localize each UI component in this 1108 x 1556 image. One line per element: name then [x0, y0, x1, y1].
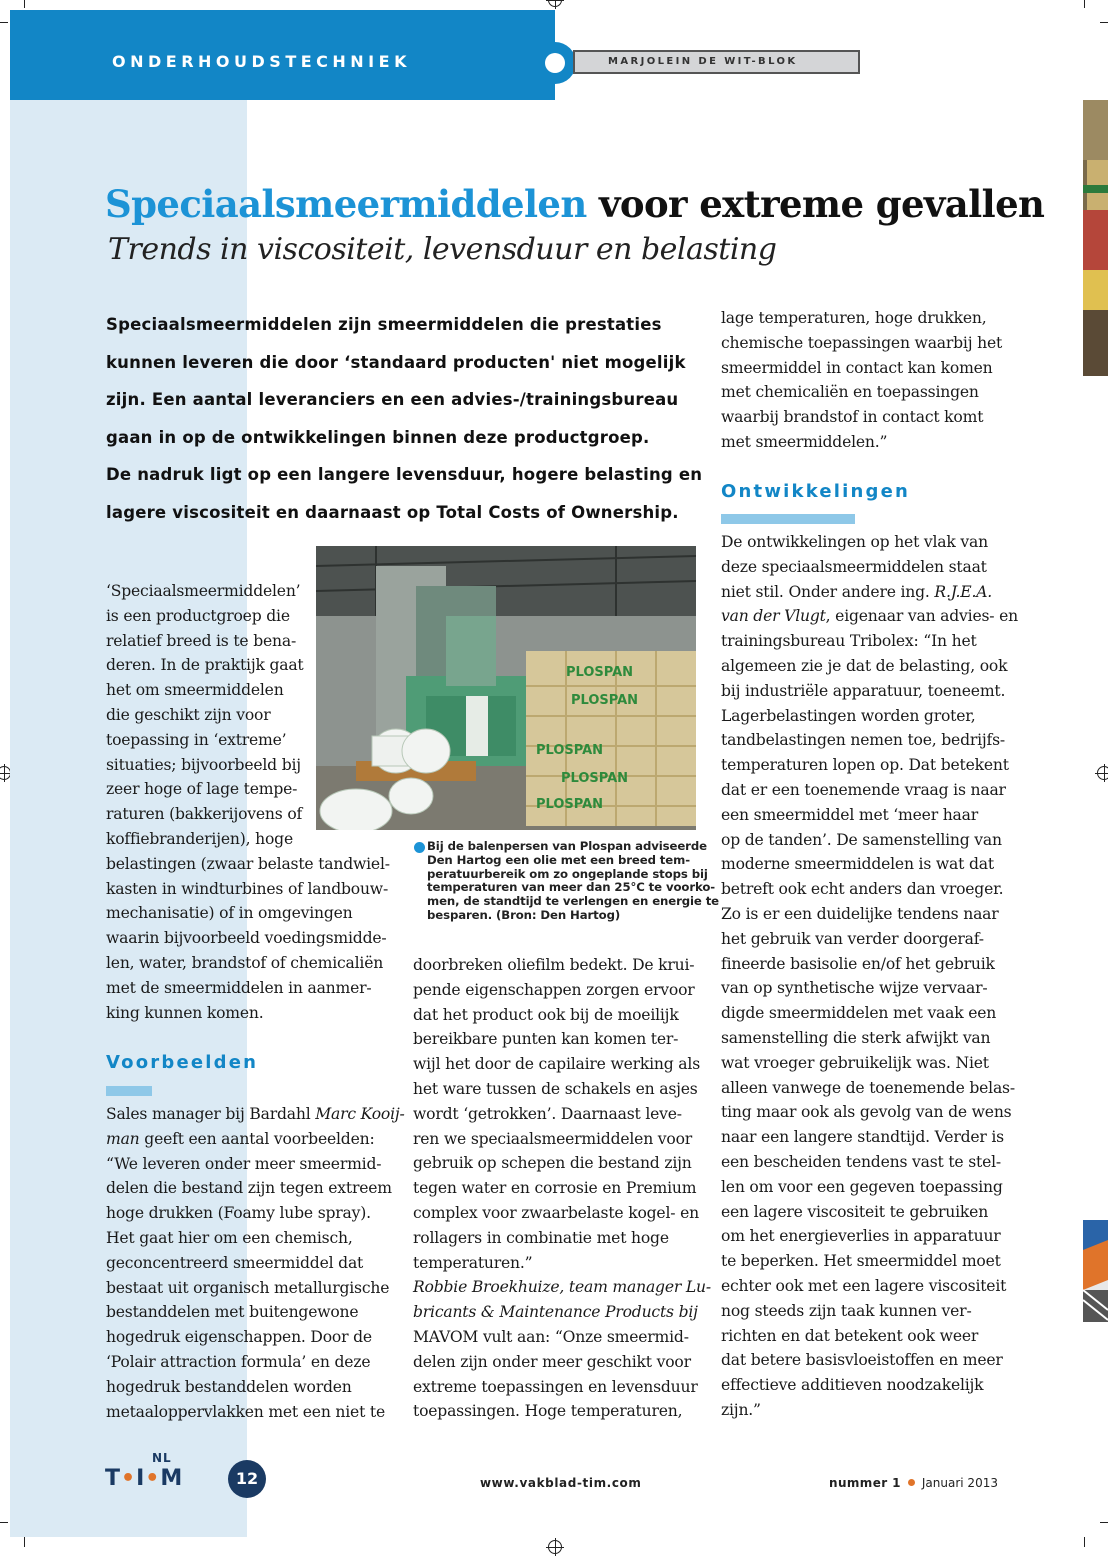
text-run: Sales manager bij Bardahl — [106, 1105, 316, 1123]
text-line — [413, 1275, 711, 1300]
text-line: die geschikt zijn voor — [106, 705, 271, 724]
intro-line: kunnen leveren die door ‘standaard producten' niet mogelijk — [106, 352, 686, 372]
svg-text:PLOSPAN: PLOSPAN — [571, 693, 639, 708]
text-line: samenstelling die sterk afwijkt van — [721, 1028, 991, 1047]
heading-underline — [721, 514, 855, 524]
svg-text:PLOSPAN: PLOSPAN — [536, 797, 604, 812]
article-subtitle: Trends in viscositeit, levensduur en belasting — [108, 232, 777, 267]
photo-caption — [412, 839, 720, 923]
adjacent-page-graphic — [1083, 1220, 1108, 1322]
text-line: hogedruk eigenschappen. Door de — [106, 1328, 372, 1347]
text-line — [413, 1300, 711, 1325]
text-line: dat het product ook bij de moeilijk — [413, 1005, 679, 1024]
registration-mark — [548, 0, 562, 7]
text-line: om het energieverlies in apparatuur — [721, 1227, 1001, 1246]
text-line: van op synthetische wijze vervaar- — [721, 979, 988, 998]
text-line: bereikbare punten kan komen ter- — [413, 1030, 679, 1049]
intro-line: zijn. Een aantal leveranciers en een advies-/trainingsbureau — [106, 390, 679, 409]
person-name: Robbie Broekhuize — [413, 1278, 560, 1297]
text-line: richten en dat betekent ook weer — [721, 1326, 979, 1345]
text-line: algemeen zie je dat de belasting, ook — [721, 656, 1008, 675]
text-line: naar een langere standtijd. Verder is — [721, 1128, 1004, 1147]
trim-mark — [1084, 1537, 1085, 1547]
text-line: “We leveren onder meer smeermid- — [106, 1154, 382, 1173]
text-line: wijl het door de capilaire werking als — [413, 1055, 700, 1074]
intro-line: Speciaalsmeermiddelen zijn smeermiddelen die prestaties — [106, 315, 662, 334]
intro-line: gaan in op de ontwikkelingen binnen deze productgroep. — [106, 427, 650, 447]
trim-mark — [1100, 22, 1108, 23]
heading-ontwikkelingen: Ontwikkelingen — [721, 481, 911, 502]
adjacent-page-photo — [1083, 100, 1108, 376]
text-line — [106, 1102, 405, 1127]
text-line: doorbreken oliefilm bedekt. De krui- — [413, 956, 695, 974]
registration-mark — [548, 1540, 562, 1554]
text-line: ‘Polair attraction formula’ en deze — [106, 1352, 371, 1371]
text-line: nog steeds zijn taak kunnen ver- — [721, 1301, 972, 1320]
text-line: met chemicaliën en toepassingen — [721, 383, 979, 402]
logo-letter: M — [160, 1466, 184, 1491]
text-line — [106, 1127, 405, 1152]
caption-line: besparen. (Bron: Den Hartog) — [427, 907, 621, 922]
text-line: trainingsbureau Tribolex: “In het — [721, 632, 977, 651]
text-line: wordt ‘getrokken’. Daarnaast leve- — [413, 1104, 682, 1123]
text-line: een smeermiddel met ‘meer haar — [721, 805, 979, 824]
text-line: delen zijn onder meer geschikt voor — [413, 1352, 691, 1371]
tim-logo — [105, 1466, 183, 1491]
section-label: ONDERHOUDSTECHNIEK — [112, 52, 411, 71]
author-name: MARJOLEIN DE WIT-BLOK — [608, 56, 798, 67]
text-line: temperaturen.” — [413, 1253, 533, 1272]
text-line: zeer hoge of lage tempe- — [106, 780, 298, 799]
text-line: extreme toepassingen en levensduur — [413, 1377, 698, 1396]
caption-line: Bij de balenpersen van Plospan adviseerde — [427, 839, 707, 853]
text-line: len, water, brandstof of chemicaliën — [106, 953, 384, 972]
text-line: moderne smeermiddelen is wat dat — [721, 855, 994, 874]
person-name: van der Vlugt — [721, 607, 826, 626]
text-line: ting maar ook als gevolg van de wens — [721, 1103, 1012, 1122]
column-3-continued — [721, 530, 1018, 1423]
text-line: relatief breed is te bena- — [106, 631, 297, 650]
text-line: een lagere viscositeit te gebruiken — [721, 1202, 989, 1221]
text-line: deren. In de praktijk gaat — [106, 656, 304, 675]
text-line: op de tanden’. De samenstelling van — [721, 830, 1002, 849]
text-line — [721, 604, 1018, 629]
intro-line: lagere viscositeit en daarnaast op Total Costs of Ownership. — [106, 502, 679, 522]
text-line: te beperken. Het smeermiddel moet — [721, 1252, 1001, 1271]
column-1-continued — [106, 1102, 405, 1424]
text-line: alleen vanwege de toenemende belas- — [721, 1078, 1015, 1097]
text-run: geeft een aantal voorbeelden: — [139, 1129, 375, 1148]
logo-letter: I — [136, 1466, 146, 1491]
svg-text:PLOSPAN: PLOSPAN — [536, 743, 604, 758]
text-line: situaties; bijvoorbeeld bij — [106, 755, 301, 774]
text-line: wat vroeger gebruikelijk was. Niet — [721, 1053, 989, 1072]
heading-voorbeelden: Voorbeelden — [106, 1052, 259, 1073]
logo-dot: • — [145, 1466, 161, 1491]
text-line: fineerde basisolie en/of het gebruik — [721, 954, 995, 973]
text-line: ren we speciaalsmeermiddelen voor — [413, 1129, 693, 1148]
text-line: Zo is er een duidelijke tendens naar — [721, 904, 999, 923]
caption-line: Den Hartog een olie met een breed tem- — [427, 852, 690, 867]
logo-dot: • — [121, 1466, 137, 1491]
text-line: pende eigenschappen zorgen ervoor — [413, 980, 695, 999]
text-line: zijn.” — [721, 1400, 761, 1419]
logo-nl: NL — [152, 1451, 172, 1465]
text-line: temperaturen lopen op. Dat betekent — [721, 756, 1009, 775]
text-line: bij industriële apparatuur, toeneemt. — [721, 681, 1006, 700]
trim-mark — [0, 22, 8, 23]
text-line: echter ook met een lagere viscositeit — [721, 1276, 1007, 1295]
person-name: Marc Kooij- — [315, 1105, 405, 1123]
text-line: rollagers in combinatie met hoge — [413, 1228, 669, 1247]
trim-mark — [24, 1537, 25, 1547]
article-title — [105, 182, 1044, 226]
heading-underline — [106, 1086, 152, 1096]
text-line: raturen (bakkerijovens of — [106, 805, 303, 824]
text-line: lage temperaturen, hoge drukken, — [721, 309, 987, 327]
text-line: dat er een toenemende vraag is naar — [721, 780, 1006, 799]
text-line: gebruik op schepen die bestand zijn — [413, 1154, 692, 1173]
text-run: niet stil. Onder andere ing. — [721, 582, 935, 601]
text-line: toepassing in ‘extreme’ — [106, 730, 287, 749]
page-number: 12 — [235, 1469, 259, 1488]
text-line: hogedruk bestanddelen worden — [106, 1377, 352, 1396]
text-line: tegen water en corrosie en Premium — [413, 1179, 697, 1198]
text-line: digde smeermiddelen met vaak een — [721, 1004, 997, 1023]
text-line: dat betere basisvloeistoffen en meer — [721, 1351, 1003, 1370]
column-3-text — [721, 306, 1002, 455]
text-line: het om smeermiddelen — [106, 681, 284, 700]
issue-info — [829, 1476, 998, 1490]
text-line: geconcentreerd smeermiddel dat — [106, 1253, 364, 1272]
trim-mark — [0, 1522, 8, 1523]
text-line: metaaloppervlakken met een niet te — [106, 1402, 385, 1421]
column-2-text — [413, 953, 711, 1424]
person-name: R.J.E.A. — [934, 582, 993, 601]
text-line: is een productgroep die — [106, 606, 290, 625]
text-line: len om voor een gegeven toepassing — [721, 1177, 1003, 1196]
text-line: het ware tussen de schakels en asjes — [413, 1079, 698, 1098]
text-line: een bescheiden tendens vast te stel- — [721, 1152, 1001, 1171]
text-line: met de smeermiddelen in aanmer- — [106, 978, 372, 997]
text-line: het gebruik van verder doorgeraf- — [721, 929, 984, 948]
title-rest: voor extreme gevallen — [598, 182, 1045, 226]
article-photo — [316, 546, 696, 830]
text-line: delen die bestand zijn tegen extreem — [106, 1179, 392, 1198]
text-line: complex voor zwaarbelaste kogel- en — [413, 1203, 699, 1222]
text-line: smeermiddel in contact kan komen — [721, 358, 993, 377]
intro-paragraph — [106, 306, 706, 531]
svg-text:PLOSPAN: PLOSPAN — [561, 771, 629, 786]
text-run: , team manager Lu- — [559, 1278, 711, 1297]
logo-letter: T — [105, 1466, 122, 1491]
caption-line: men, de standtijd te verlengen en energie te — [427, 894, 720, 909]
intro-line: De nadruk ligt op een langere levensduur, hogere belasting en — [106, 465, 703, 484]
text-line: chemische toepassingen waarbij het — [721, 333, 1003, 352]
text-line: koffiebranderijen), hoge — [106, 829, 293, 848]
caption-line: temperaturen van meer dan 25°C te voorko- — [427, 880, 716, 895]
text-line: hoge drukken (Foamy lube spray). — [106, 1204, 371, 1223]
text-line: mechanisatie) of in omgevingen — [106, 904, 353, 923]
text-line: belastingen (zwaar belaste tandwiel- — [106, 854, 390, 873]
text-line: De ontwikkelingen op het vlak van — [721, 533, 988, 551]
text-line: bestaat uit organisch metallurgische — [106, 1278, 390, 1297]
text-line: king kunnen komen. — [106, 1003, 264, 1022]
issue-number: nummer 1 — [829, 1476, 901, 1490]
text-line: kasten in windturbines of landbouw- — [106, 879, 389, 898]
text-line — [721, 580, 1018, 605]
title-highlight: Speciaalsmeermiddelen — [105, 182, 587, 226]
text-run: bricants & Maintenance Products bij — [413, 1303, 698, 1322]
text-line: waarin bijvoorbeeld voedingsmidde- — [106, 929, 387, 948]
header-dot — [545, 53, 565, 73]
text-run: , eigenaar van advies- en — [825, 607, 1018, 626]
text-line: waarbij brandstof in contact komt — [721, 408, 984, 427]
trim-mark — [1084, 0, 1085, 8]
text-line: Het gaat hier om een chemisch, — [106, 1228, 353, 1247]
text-line: deze speciaalsmeermiddelen staat — [721, 557, 987, 576]
issue-date: Januari 2013 — [921, 1476, 998, 1490]
caption-line: peratuurbereik om zo ongeplande stops bij — [427, 866, 708, 881]
trim-mark — [24, 0, 25, 8]
text-line: Lagerbelastingen worden groter, — [721, 706, 976, 725]
person-name: man — [106, 1129, 140, 1148]
text-line: effectieve additieven noodzakelijk — [721, 1376, 984, 1395]
text-line: toepassingen. Hoge temperaturen, — [413, 1402, 683, 1421]
website-url: www.vakblad-tim.com — [480, 1476, 642, 1490]
text-line: ‘Speciaalsmeermiddelen’ — [106, 582, 301, 600]
text-line: bestanddelen met buitengewone — [106, 1303, 359, 1322]
trim-mark — [1100, 1522, 1108, 1523]
text-line: tandbelastingen nemen toe, bedrijfs- — [721, 731, 1005, 750]
text-line: betreft ook echt anders dan vroeger. — [721, 880, 1004, 899]
registration-mark — [1097, 766, 1108, 780]
text-line: MAVOM vult aan: “Onze smeermid- — [413, 1327, 689, 1346]
issue-separator-dot — [908, 1479, 915, 1486]
text-line: met smeermiddelen.” — [721, 432, 888, 451]
svg-text:PLOSPAN: PLOSPAN — [566, 665, 634, 680]
